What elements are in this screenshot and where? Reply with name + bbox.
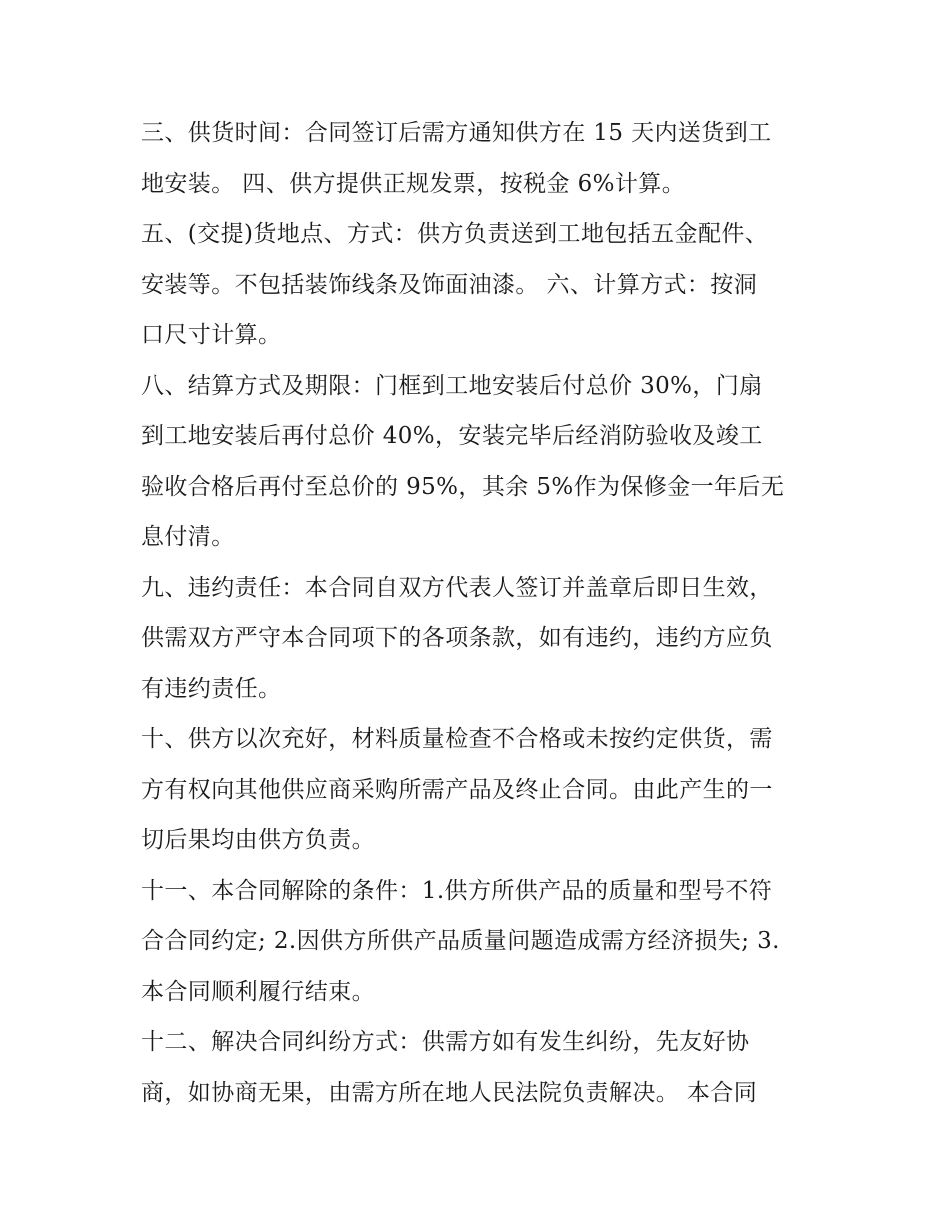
text-line: 八、结算方式及期限：门框到工地安装后付总价 30%，门扇 [141,372,763,399]
text-line: 供需双方严守本合同项下的各项条款，如有违约，违约方应负 [141,625,773,651]
text-line: 五、(交提)货地点、方式：供方负责送到工地包括五金配件、 [141,221,769,247]
text-line: 地安装。 四、供方提供正规发票，按税金 6%计算。 [141,170,686,197]
text-line: 方有权向其他供应商采购所需产品及终止合同。由此产生的一 [141,776,773,803]
text-line: 有违约责任。 [141,675,282,702]
text-line: 到工地安装后再付总价 40%，安装完毕后经消防验收及竣工 [141,423,763,449]
text-line: 切后果均由供方负责。 [141,827,375,853]
text-line: 十一、本合同解除的条件：1.供方所供产品的质量和型号不符 [141,877,773,904]
text-line: 本合同顺利履行结束。 [141,978,375,1005]
text-line: 商，如协商无果，由需方所在地人民法院负责解决。 本合同 [141,1079,758,1106]
text-line: 九、违约责任：本合同自双方代表人签订并盖章后即日生效， [141,574,773,601]
text-line: 三、供货时间：合同签订后需方通知供方在 15 天内送货到工 [141,120,772,146]
text-line: 合合同约定; 2.因供方所供产品质量问题造成需方经济损失; 3. [141,928,780,954]
paragraph-delivery-location [141,209,817,361]
paragraph-quality-terms [141,714,817,866]
paragraph-termination-conditions [141,866,817,1018]
text-line: 息付清。 [141,524,235,550]
text-line: 口尺寸计算。 [141,322,282,348]
text-line: 十二、解决合同纠纷方式：供需方如有发生纠纷，先友好协 [141,1029,750,1055]
paragraph-dispute-resolution [141,1017,817,1118]
paragraph-delivery-time [141,108,817,209]
paragraph-breach-liability [141,563,817,715]
paragraph-settlement [141,361,817,563]
text-line: 验收合格后再付至总价的 95%，其余 5%作为保修金一年后无 [141,473,785,500]
document-body [141,108,817,1118]
text-line: 安装等。不包括装饰线条及饰面油漆。 六、计算方式：按洞 [141,271,758,298]
text-line: 十、供方以次充好，材料质量检查不合格或未按约定供货，需 [141,726,773,752]
